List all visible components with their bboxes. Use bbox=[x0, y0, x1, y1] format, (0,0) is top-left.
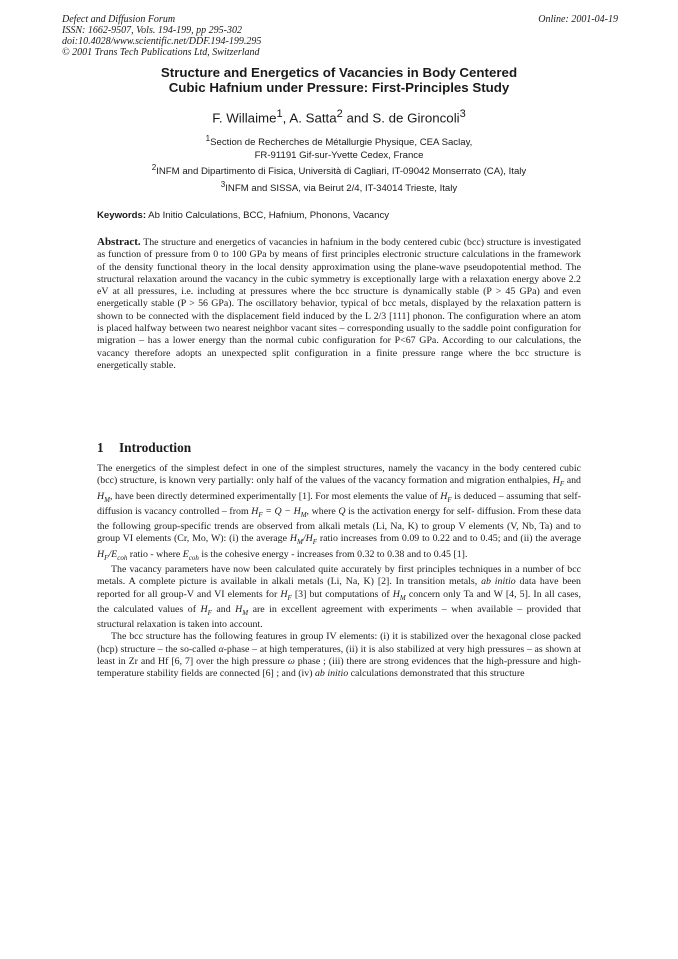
paragraph bbox=[97, 631, 581, 680]
text-run: is the activation energy for self- diffusion. From these data the following group-specific trends are observed from alkali metals (Li, Na, K) to group V elements (V, Nb, Ta) and to group VI elements (Cr, Mo, W): (i) the average bbox=[97, 505, 582, 545]
affiliation-1 bbox=[60, 133, 618, 150]
author-1-sup: 1 bbox=[276, 108, 283, 120]
italic-term: ab initio bbox=[314, 668, 349, 680]
affiliation-2-text: INFM and Dipartimento di Fisica, Università di Cagliari, IT-09042 Monserrato (CA), Italy bbox=[156, 166, 527, 178]
affiliation-1-line-2: FR-91191 Gif-sur-Yvette Cedex, France bbox=[254, 149, 424, 161]
text-run: The bcc structure has the following features in group IV elements: (i) it is stabilized over the hexagonal close packed (hcp) structure – the so-called bbox=[97, 631, 581, 655]
section-number: 1 bbox=[97, 440, 104, 455]
authors bbox=[60, 106, 618, 126]
author-separator: and bbox=[342, 110, 373, 126]
text-run: and bbox=[564, 475, 581, 487]
math: $H_M/H_F$ bbox=[289, 533, 317, 547]
math: $H_M$ bbox=[235, 603, 249, 617]
section-heading bbox=[97, 440, 191, 456]
text-run: phase ; (iii) there are strong evidences that the high-pressure and high-temperature stability fields are connected [6] ; and (iv) bbox=[97, 655, 581, 680]
affiliation-2 bbox=[60, 162, 618, 179]
affiliation-3-text: INFM and SISSA, via Beirut 2/4, IT-34014 Trieste, Italy bbox=[225, 183, 458, 195]
text-run: ratio - where bbox=[127, 548, 183, 560]
math: $H_F$ bbox=[552, 475, 565, 489]
text-run: is the cohesive energy - increases from 0.32 to 0.38 and to 0.45 [1]. bbox=[198, 548, 468, 560]
author-separator: , bbox=[282, 110, 290, 126]
text-run: The energetics of the simplest defect in one of the simplest structures, namely the vacancy in the body centered cubic (bcc) structure, is known very partially: only half of the values of the vacancy formation and migration enthalpies, bbox=[97, 463, 581, 487]
text-run: [3] but computations of bbox=[291, 588, 393, 600]
abstract-text: The structure and energetics of vacancies in hafnium in the body centered cubic (bcc) structure is investigated as function of pressure from 0 to 100 GPa by means of first principles electronic structure calculations in the framework of the density functional theory in the local density approximation using the plane-wave pseudopotential method. The structural relaxation around the vacancy in the cubic symmetry is exceptionally large with a relaxation energy above 2.2 eV at all pressures, i.e. including at pressures where the bcc structure is dynamically stable (P > 45 GPa) and even energetically stable (P > 56 GPa). The oscillatory behavior, typical of bcc metals, displayed by the relaxation pattern is shown to be connected with the displacement field induced by the L 2/3 [111] phonon. The configuration where an atom is placed halfway between two nearest neighbor vacant sites – corresponding usually to the saddle point configuration for migration – has a lower energy than the normal cubic configuration for P<67 GPa. According to our calculations, the vacancy therefore adopts an unexpected split configuration in a finite pressure range where the bcc structure is energetically stable. bbox=[97, 237, 581, 371]
text-run: calculations demonstrated that this structure bbox=[348, 668, 525, 680]
keywords-label: Keywords: bbox=[97, 210, 147, 221]
abstract bbox=[97, 236, 581, 372]
math: $H_M$ bbox=[392, 588, 406, 602]
affiliations bbox=[60, 133, 618, 196]
math: $H_M$ bbox=[97, 490, 110, 504]
author-3-sup: 3 bbox=[459, 108, 466, 120]
italic-term: ab initio bbox=[481, 576, 516, 588]
journal-name: Defect and Diffusion Forum bbox=[62, 14, 176, 25]
keywords-text: Ab Initio Calculations, BCC, Hafnium, Phonons, Vacancy bbox=[146, 210, 390, 221]
issn: ISSN: 1662-9507, Vols. 194-199, pp 295-302 bbox=[62, 25, 242, 36]
math: Q bbox=[338, 505, 346, 517]
author-2: A. Satta bbox=[289, 110, 337, 126]
title-line-2: Cubic Hafnium under Pressure: First-Principles Study bbox=[168, 80, 510, 95]
text-run: ratio increases from 0.09 to 0.22 and to 0.45; and (ii) the average bbox=[316, 533, 581, 545]
paragraph bbox=[97, 463, 581, 564]
math: α bbox=[218, 643, 224, 655]
title-line-1: Structure and Energetics of Vacancies in Body Centered bbox=[160, 65, 518, 80]
text-run: -phase – at high temperatures, (ii) it is also stabilized at very high pressures – as shown at least in Zr and Hf [6, 7] over the high pressure bbox=[97, 643, 581, 667]
introduction-body bbox=[97, 463, 581, 681]
keywords bbox=[97, 210, 389, 222]
online-date: Online: 2001-04-19 bbox=[538, 14, 618, 25]
copyright: © 2001 Trans Tech Publications Ltd, Switzerland bbox=[62, 47, 260, 58]
text-run: and bbox=[211, 603, 236, 615]
math: ω bbox=[287, 655, 295, 667]
math: $H_F$ bbox=[440, 490, 452, 504]
math: $H_F = Q - H_M$ bbox=[251, 505, 307, 519]
text-run: are in excellent agreement with experiments – when available – provided that structural relaxation is taken into account. bbox=[97, 603, 582, 631]
text-run: The vacancy parameters have now been calculated quite accurately by first principles techniques in a number of bcc metals. A complete picture is available in alkali metals (Li, Na, K) [2]. In transition metals, bbox=[97, 563, 581, 588]
affiliation-2-sup: 2 bbox=[151, 163, 157, 173]
author-1: F. Willaime bbox=[212, 110, 277, 126]
affiliation-1-line-1: Section de Recherches de Métallurgie Physique, CEA Saclay, bbox=[210, 137, 473, 149]
math: $H_F$ bbox=[280, 588, 292, 602]
author-2-sup: 2 bbox=[336, 108, 343, 120]
section-title: Introduction bbox=[119, 440, 192, 455]
math: $H_F$ bbox=[200, 603, 212, 617]
abstract-label: Abstract. bbox=[97, 236, 141, 248]
paragraph bbox=[97, 564, 581, 631]
journal-header bbox=[62, 14, 261, 58]
author-3: S. de Gironcoli bbox=[372, 110, 460, 126]
affiliation-1-sup: 1 bbox=[205, 134, 211, 143]
math: $H_F/E_{coh}$ bbox=[97, 548, 128, 562]
affiliation-3 bbox=[60, 179, 618, 196]
text-run: data have been reported for all group-V and VI elements for bbox=[97, 576, 581, 600]
text-run: , have been directly determined experimentally [1]. For most elements the value of bbox=[109, 490, 441, 502]
math: $E_{coh}$ bbox=[182, 548, 199, 562]
text-run: , where bbox=[306, 505, 339, 517]
text-run: concern only Ta and W [4, 5]. In all cases, the calculated values of bbox=[97, 588, 581, 615]
affiliation-3-sup: 3 bbox=[220, 180, 226, 190]
paper-title bbox=[60, 65, 618, 95]
text-run: is deduced – assuming that self-diffusion is vacancy controlled – from bbox=[97, 490, 581, 517]
doi[interactable]: doi:10.4028/www.scientific.net/DDF.194-199.295 bbox=[62, 36, 262, 47]
